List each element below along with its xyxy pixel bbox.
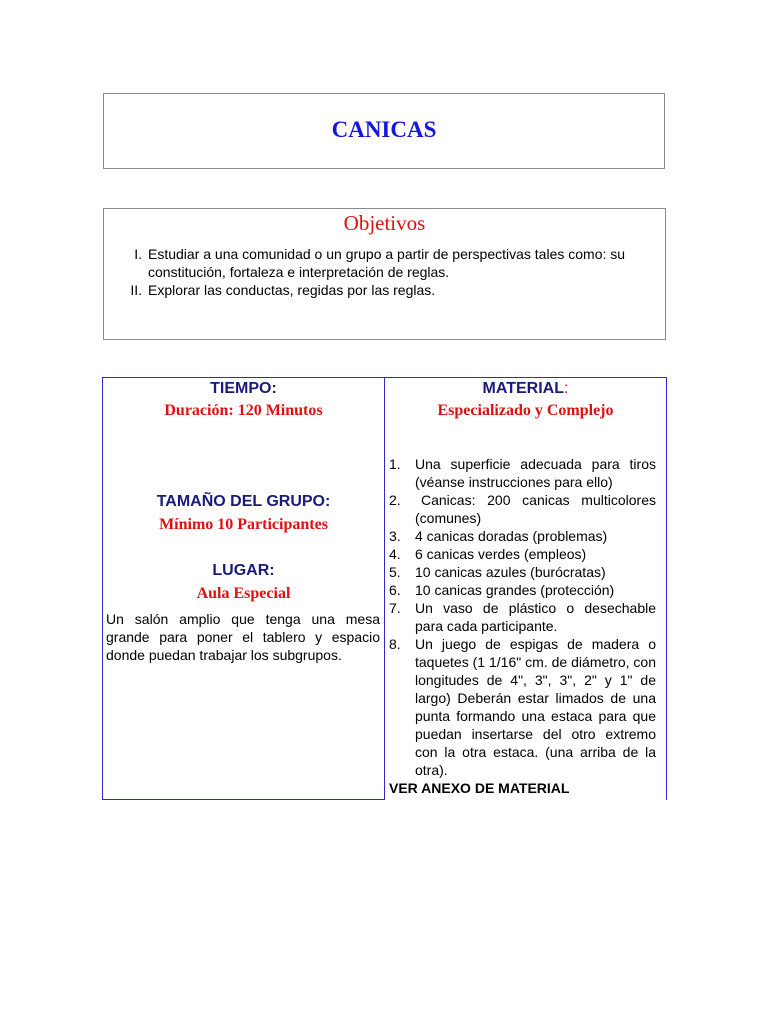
objective-text: Estudiar a una comunidad o un grupo a partir de perspectivas tales como: su constitución, fortaleza e interpretación de reglas. — [148, 246, 626, 280]
material-item — [385, 581, 666, 599]
material-number: 1. — [389, 456, 401, 472]
objective-number: II. — [130, 282, 142, 298]
material-list — [385, 455, 666, 779]
material-item — [385, 635, 666, 779]
material-text: Un juego de espigas de madera o taquetes (1 1/16" cm. de diámetro, con longitudes de 4", 3", 3", 2" y 1" de largo) Deberán estar limados de una punta formando una estaca para que puedan insertarse del otro extremo con la otra estaca. (una arriba de la otra). — [415, 636, 656, 778]
material-text: Un vaso de plástico o desechable para cada participante. — [415, 600, 656, 634]
material-item — [385, 563, 666, 581]
objective-number: I. — [134, 246, 142, 262]
page-title: CANICAS — [331, 117, 437, 142]
title-box — [103, 93, 665, 169]
objectives-heading: Objetivos — [343, 211, 426, 235]
annex-note: VER ANEXO DE MATERIAL — [389, 780, 570, 796]
material-text: 10 canicas grandes (protección) — [415, 582, 615, 598]
group-size-label: TAMAÑO DEL GRUPO: — [156, 493, 331, 510]
group-size-value: Mínimo 10 Participantes — [159, 516, 328, 533]
material-text: 6 canicas verdes (empleos) — [415, 546, 587, 562]
objectives-box — [103, 208, 666, 340]
material-colon: : — [564, 380, 569, 397]
time-label: TIEMPO: — [210, 380, 277, 397]
material-number: 3. — [389, 528, 401, 544]
place-value: Aula Especial — [196, 585, 291, 602]
time-value: Duración: 120 Minutos — [164, 402, 323, 419]
material-text: 4 canicas doradas (problemas) — [415, 528, 608, 544]
material-number: 2. — [389, 492, 401, 508]
objective-text: Explorar las conductas, regidas por las reglas. — [148, 282, 436, 298]
material-item — [385, 527, 666, 545]
material-text: 10 canicas azules (burócratas) — [415, 564, 606, 580]
material-number: 5. — [389, 564, 401, 580]
material-text: Una superficie adecuada para tiros (véanse instrucciones para ello) — [415, 456, 656, 490]
objective-item — [104, 281, 665, 299]
material-item — [385, 545, 666, 563]
details-table — [102, 377, 667, 800]
right-column — [385, 377, 667, 800]
objectives-list — [104, 245, 665, 299]
place-description: Un salón amplio que tenga una mesa grande para poner el tablero y espacio donde puedan trabajar los subgrupos. — [106, 611, 380, 663]
material-value: Especializado y Complejo — [437, 402, 614, 419]
objective-item — [104, 245, 665, 281]
material-item — [385, 491, 666, 527]
material-header — [385, 379, 666, 398]
material-text: Canicas: 200 canicas multicolores (comunes) — [415, 492, 656, 526]
material-item — [385, 455, 666, 491]
material-number: 4. — [389, 546, 401, 562]
left-column — [102, 377, 385, 800]
material-label: MATERIAL — [482, 380, 564, 397]
material-number: 7. — [389, 600, 401, 616]
material-number: 8. — [389, 636, 401, 652]
place-label: LUGAR: — [212, 562, 275, 579]
material-item — [385, 599, 666, 635]
material-number: 6. — [389, 582, 401, 598]
